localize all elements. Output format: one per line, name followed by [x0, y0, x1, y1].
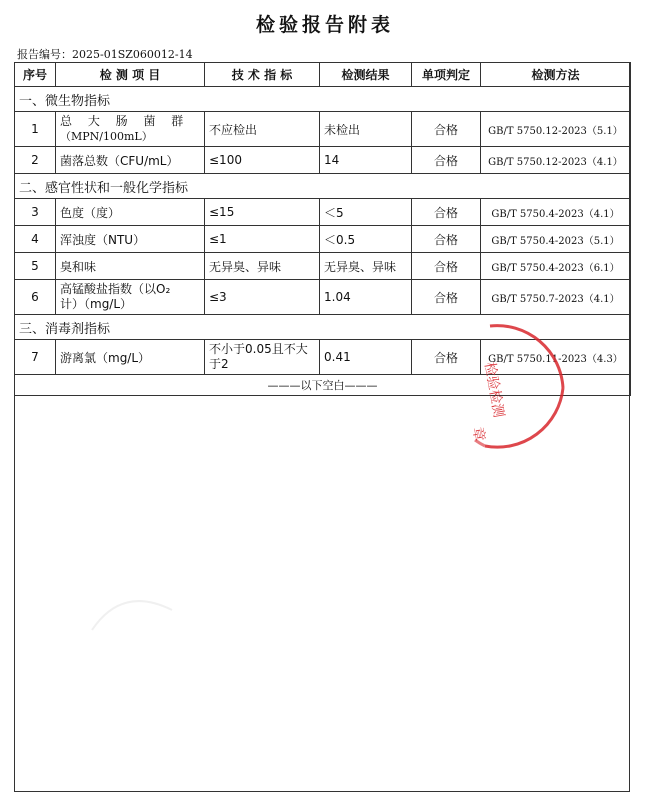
cell-no: 7	[15, 340, 56, 375]
cell-method: GB/T 5750.7-2023（4.1）	[481, 280, 631, 315]
section-title: 三、消毒剂指标	[15, 315, 631, 340]
cell-result: ＜5	[320, 199, 412, 226]
cell-spec: 不应检出	[205, 112, 320, 147]
cell-item: 浑浊度（NTU）	[56, 226, 205, 253]
section-row	[15, 174, 631, 199]
report-number: 报告编号：2025-01SZ060012-14	[17, 48, 193, 61]
svg-text:检验检测: 检验检测	[481, 360, 507, 419]
cell-no: 1	[15, 112, 56, 147]
section-title: 二、感官性状和一般化学指标	[15, 174, 631, 199]
item-line-1: 高锰酸盐指数（以O₂	[60, 282, 171, 296]
cell-no: 3	[15, 199, 56, 226]
table-row	[15, 147, 631, 174]
item-line-2: （MPN/100mL）	[60, 130, 153, 143]
cell-verdict: 合格	[412, 226, 481, 253]
table-row	[15, 199, 631, 226]
cell-spec: 不小于0.05且不大于2	[205, 340, 320, 375]
cell-verdict: 合格	[412, 280, 481, 315]
cell-no: 4	[15, 226, 56, 253]
cell-result: 14	[320, 147, 412, 174]
page-title: 检验报告附表	[255, 14, 394, 36]
cell-verdict: 合格	[412, 340, 481, 375]
header-result: 检测结果	[320, 63, 412, 87]
cell-result: 无异臭、异味	[320, 253, 412, 280]
cell-item: 臭和味	[56, 253, 205, 280]
cell-spec: ≤3	[205, 280, 320, 315]
header-spec: 技 术 指 标	[205, 63, 320, 87]
cell-verdict: 合格	[412, 147, 481, 174]
table-row	[15, 280, 631, 315]
item-line-2: 计）（mg/L）	[60, 297, 133, 311]
svg-text:章: 章	[469, 425, 488, 443]
cell-method: GB/T 5750.12-2023（4.1）	[481, 147, 631, 174]
faint-mark-icon	[82, 580, 182, 640]
cell-result: 未检出	[320, 112, 412, 147]
table-header-row	[15, 63, 631, 87]
table-row	[15, 253, 631, 280]
section-title: 一、微生物指标	[15, 87, 631, 112]
cell-verdict: 合格	[412, 112, 481, 147]
header-no: 序号	[15, 63, 56, 87]
cell-spec: ≤1	[205, 226, 320, 253]
cell-verdict: 合格	[412, 199, 481, 226]
official-seal-icon	[445, 318, 585, 458]
cell-spec: ≤100	[205, 147, 320, 174]
cell-method: GB/T 5750.12-2023（5.1）	[481, 112, 631, 147]
header-item: 检 测 项 目	[56, 63, 205, 87]
header-method: 检测方法	[481, 63, 631, 87]
cell-result: 1.04	[320, 280, 412, 315]
cell-spec: ≤15	[205, 199, 320, 226]
cell-spec: 无异臭、异味	[205, 253, 320, 280]
table-row	[15, 112, 631, 147]
end-note: ———以下空白———	[15, 375, 631, 396]
cell-item: 色度（度）	[56, 199, 205, 226]
cell-no: 6	[15, 280, 56, 315]
item-line-1: 总 大 肠 菌 群	[60, 114, 190, 128]
cell-result: 0.41	[320, 340, 412, 375]
cell-method: GB/T 5750.11-2023（4.3）	[481, 340, 631, 375]
section-row	[15, 87, 631, 112]
cell-no: 5	[15, 253, 56, 280]
cell-method: GB/T 5750.4-2023（5.1）	[481, 226, 631, 253]
table-row	[15, 226, 631, 253]
cell-item	[56, 280, 205, 315]
cell-method: GB/T 5750.4-2023（4.1）	[481, 199, 631, 226]
cell-item: 游离氯（mg/L）	[56, 340, 205, 375]
cell-result: ＜0.5	[320, 226, 412, 253]
cell-method: GB/T 5750.4-2023（6.1）	[481, 253, 631, 280]
header-verdict: 单项判定	[412, 63, 481, 87]
cell-no: 2	[15, 147, 56, 174]
cell-item: 菌落总数（CFU/mL）	[56, 147, 205, 174]
cell-verdict: 合格	[412, 253, 481, 280]
cell-item	[56, 112, 205, 147]
